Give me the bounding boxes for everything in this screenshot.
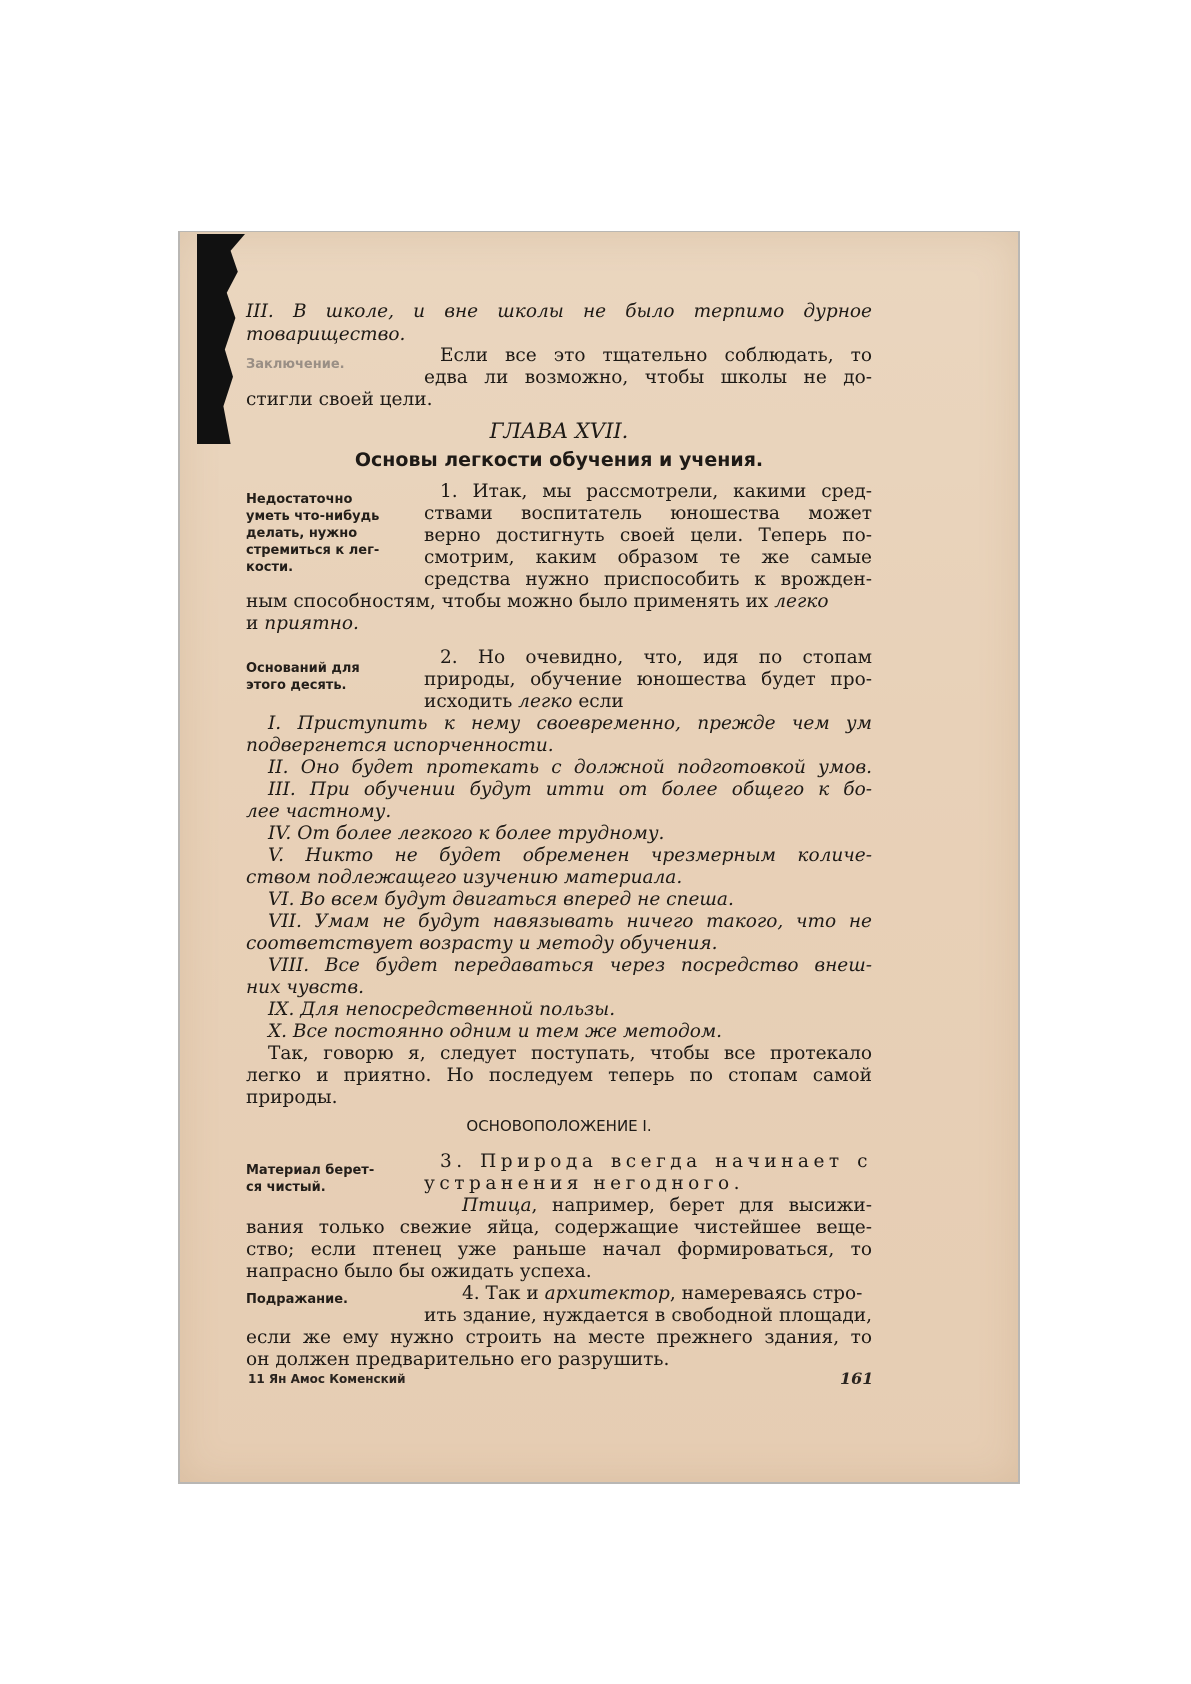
text-span: , например, берет для высижи- — [531, 1195, 872, 1216]
margin-note-line: этого десять. — [246, 678, 347, 693]
list-item: VIII. Все будет передаваться через посредство внеш- — [268, 955, 872, 976]
list-item-continued: соответствует возрасту и методу обучения. — [246, 933, 718, 954]
list-item: VI. Во всем будут двигаться вперед не спеша. — [268, 889, 734, 910]
margin-note-line: кости. — [246, 560, 294, 575]
text-line — [462, 1195, 872, 1217]
text-span: и — [246, 613, 265, 634]
list-item: IV. От более легкого к более трудному. — [268, 823, 665, 844]
text-span: ным способностям, чтобы можно было применять их — [246, 591, 775, 612]
emphasis-text: Птица — [462, 1195, 532, 1216]
text-line: природы, обучение юношества будет про- — [424, 669, 872, 690]
emphasis-text: легко — [774, 591, 829, 612]
margin-note-line: уметь что-нибудь — [246, 509, 380, 524]
principle-heading: ОСНОВОПОЛОЖЕНИЕ I. — [466, 1117, 652, 1135]
text-span: исходить — [424, 691, 519, 712]
text-line: если же ему нужно строить на месте прежнего здания, то — [246, 1327, 872, 1348]
emphasis-text: архитектор — [544, 1283, 670, 1304]
text-line — [246, 591, 872, 613]
page-number: 161 — [840, 1369, 874, 1388]
text-span: 4. Так и — [462, 1283, 545, 1304]
text-line: верно достигнуть своей цели. Теперь по- — [424, 525, 872, 546]
margin-note-line: делать, нужно — [246, 526, 358, 541]
text-line: напрасно было бы ожидать успеха. — [246, 1261, 592, 1282]
text-line: 2. Но очевидно, что, идя по стопам — [440, 647, 872, 668]
list-item: III. При обучении будут итти от более общего к бо- — [268, 779, 872, 800]
text-line: стигли своей цели. — [246, 389, 433, 410]
list-item-continued: лее частному. — [246, 801, 392, 822]
text-line: он должен предварительно его разрушить. — [246, 1349, 670, 1370]
text-line: ить здание, нуждается в свободной площади, — [424, 1305, 872, 1326]
list-item-continued: них чувств. — [246, 977, 364, 998]
text-line: Так, говорю я, следует поступать, чтобы все протекало — [268, 1043, 872, 1064]
text-line: Если все это тщательно соблюдать, то — [440, 345, 872, 366]
text-line: 1. Итак, мы рассмотрели, какими сред- — [440, 481, 872, 502]
text-line: устранения негодного. — [424, 1173, 745, 1194]
text-line: ствами воспитатель юношества может — [424, 503, 872, 524]
list-item: X. Все постоянно одним и тем же методом. — [268, 1021, 723, 1042]
margin-note-conclusion: Заключение. — [246, 357, 345, 372]
text-line: вания только свежие яйца, содержащие чистейшее веще- — [246, 1217, 872, 1238]
text-line: смотрим, каким образом те же самые — [424, 547, 872, 568]
margin-note-line — [246, 491, 416, 508]
text-span: , намереваясь стро- — [669, 1283, 863, 1304]
margin-note-line: Оснований для — [246, 661, 360, 676]
list-item: VII. Умам не будут навязывать ничего такого, что не — [268, 911, 872, 932]
list-item: II. Оно будет протекать с должной подготовкой умов. — [268, 757, 872, 778]
text-line — [424, 691, 872, 713]
text-span: если — [572, 691, 624, 712]
margin-note-text: Недостаточно — [246, 492, 353, 507]
text-line: природы. — [246, 1087, 338, 1108]
list-item-continued: подвергнется испорченности. — [246, 735, 554, 756]
chapter-number: ГЛАВА XVII. — [489, 419, 629, 443]
text-line: едва ли возможно, чтобы школы не до- — [424, 367, 872, 388]
text-line: 3. Природа всегда начинает с — [440, 1151, 872, 1172]
margin-note-line: стремиться к лег- — [246, 543, 380, 558]
list-item: V. Никто не будет обременен чрезмерным количе- — [268, 845, 872, 866]
emphasis-text: приятно. — [264, 613, 359, 634]
text-line: III. В школе, и вне школы не было терпимо дурное — [246, 301, 872, 322]
margin-note-line: ся чистый. — [246, 1180, 326, 1195]
margin-note-imitation: Подражание. — [246, 1292, 348, 1307]
margin-note-line: Материал берет- — [246, 1163, 375, 1178]
emphasis-text: легко — [518, 691, 573, 712]
list-item-continued: ством подлежащего изучению материала. — [246, 867, 683, 888]
text-line: ство; если птенец уже раньше начал формироваться, то — [246, 1239, 872, 1260]
text-line: легко и приятно. Но последуем теперь по стопам самой — [246, 1065, 872, 1086]
text-line: средства нужно приспособить к врожден- — [424, 569, 872, 590]
text-line — [462, 1283, 872, 1305]
footer-signature: 11 Ян Амос Коменский — [248, 1372, 406, 1386]
chapter-title: Основы легкости обучения и учения. — [354, 449, 764, 471]
text-line — [246, 613, 872, 635]
text-line: товарищество. — [246, 324, 406, 345]
list-item: I. Приступить к нему своевременно, прежде чем ум — [268, 713, 872, 734]
list-item: IX. Для непосредственной пользы. — [268, 999, 616, 1020]
